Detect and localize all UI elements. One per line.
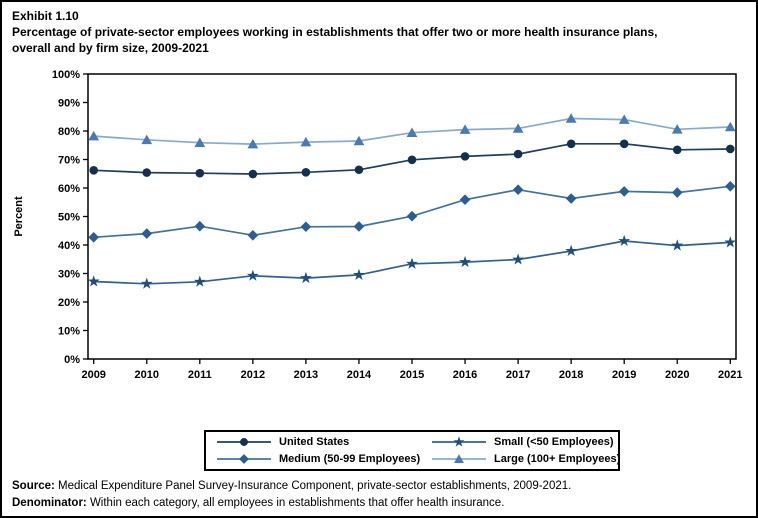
legend-label-united-states: United States [279, 435, 350, 448]
exhibit-number: Exhibit 1.10 [12, 9, 79, 23]
svg-text:2021: 2021 [718, 369, 743, 381]
legend-item-medium [216, 451, 431, 467]
denominator-note [12, 495, 571, 512]
source-label: Source: [12, 480, 55, 492]
svg-text:100%: 100% [51, 69, 80, 81]
large-marker-swatch [431, 451, 487, 467]
svg-text:2015: 2015 [399, 369, 425, 381]
svg-text:2019: 2019 [611, 369, 637, 381]
united-states-marker-swatch [216, 434, 272, 450]
line-chart-plot [2, 2, 758, 402]
x-axis [81, 359, 742, 381]
series-small-50-employees [88, 235, 736, 289]
svg-text:10%: 10% [57, 325, 80, 338]
series-medium-50-99-employees [88, 181, 735, 243]
svg-text:50%: 50% [57, 211, 80, 224]
svg-text:60%: 60% [57, 183, 80, 195]
svg-text:2017: 2017 [505, 369, 531, 381]
svg-text:0%: 0% [64, 354, 80, 366]
chart-legend [204, 430, 620, 471]
legend-label-medium: Medium (50-99 Employees) [279, 453, 421, 466]
denominator-text: Within each category, all employees in establishments that offer health insurance. [86, 497, 505, 509]
legend-item-large [431, 451, 620, 467]
svg-text:2010: 2010 [134, 369, 159, 381]
svg-text:90%: 90% [57, 97, 80, 110]
svg-text:2016: 2016 [452, 369, 478, 381]
denominator-label: Denominator: [12, 497, 87, 509]
svg-text:2014: 2014 [346, 369, 372, 381]
legend-label-large: Large (100+ Employees) [494, 453, 621, 466]
legend-item-united-states [216, 434, 431, 450]
small-marker-swatch [431, 434, 487, 450]
series-large-100-employees [88, 113, 735, 148]
source-text: Medical Expenditure Panel Survey-Insurance Component, private-sector establishments, 2009-2021. [54, 480, 572, 492]
y-axis [52, 69, 88, 366]
svg-text:40%: 40% [57, 240, 80, 252]
svg-text:2012: 2012 [240, 369, 266, 381]
svg-text:20%: 20% [57, 297, 80, 309]
series-united-states [89, 140, 734, 179]
svg-text:70%: 70% [57, 154, 80, 167]
svg-text:2009: 2009 [81, 369, 106, 381]
y-axis-title: Percent [13, 196, 25, 237]
chart-footnotes [12, 478, 571, 512]
medium-marker-swatch [216, 451, 272, 467]
svg-text:2011: 2011 [187, 369, 212, 381]
svg-text:2020: 2020 [665, 369, 690, 381]
svg-text:2013: 2013 [293, 369, 319, 381]
source-note [12, 478, 571, 495]
legend-label-small: Small (<50 Employees) [494, 435, 614, 448]
chart-title-line2: overall and by firm size, 2009-2021 [12, 41, 209, 55]
svg-text:30%: 30% [57, 268, 80, 281]
svg-text:80%: 80% [57, 126, 80, 138]
legend-item-small [431, 434, 620, 450]
svg-text:2018: 2018 [558, 369, 584, 381]
chart-title-line1: Percentage of private-sector employees working in establishments that offer two or more health insurance plans, [12, 25, 658, 39]
